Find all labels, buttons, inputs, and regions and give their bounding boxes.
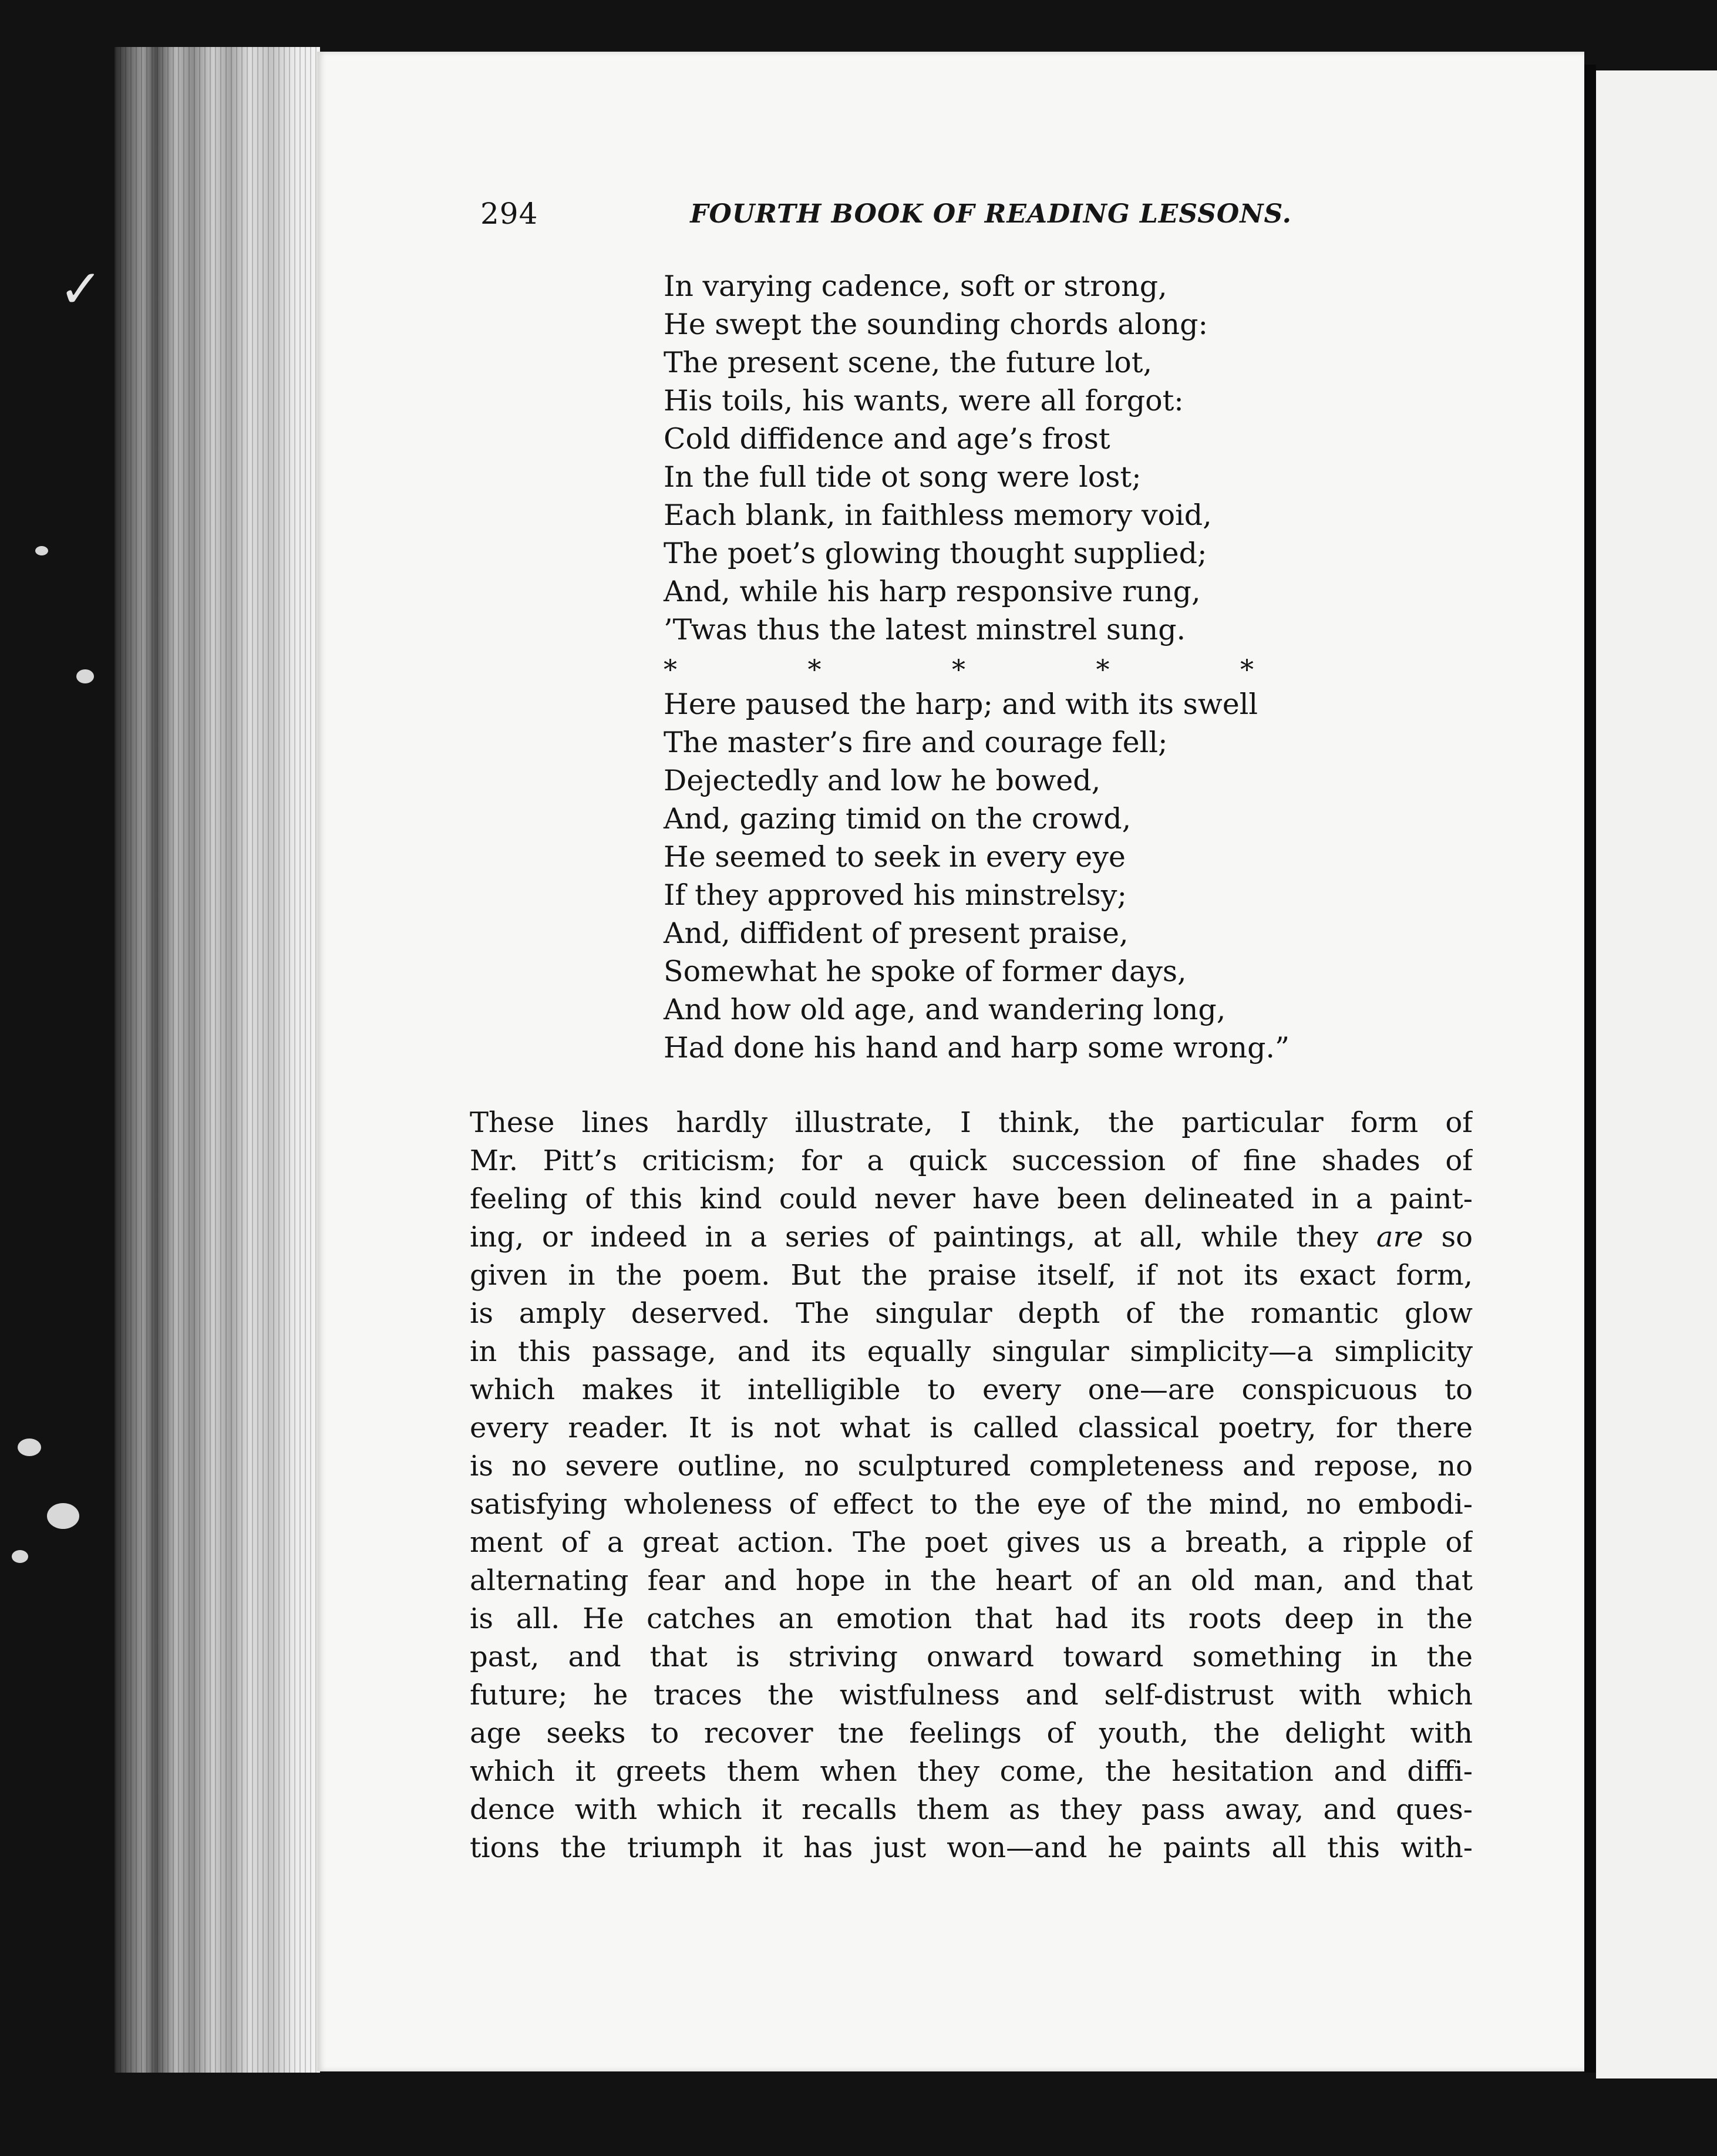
prose-line: is no severe outline, no sculptured completeness and repose, no <box>470 1450 1473 1483</box>
verse-line: The master’s fire and courage fell; <box>664 726 1168 759</box>
verse-line: ’Twas thus the latest minstrel sung. <box>664 613 1186 646</box>
verse-line: He swept the sounding chords along: <box>664 308 1208 341</box>
prose-line: age seeks to recover tne feelings of youth, the delight with <box>470 1717 1473 1750</box>
verse-line: He seemed to seek in every eye <box>664 840 1126 874</box>
section-break-asterisks <box>664 653 1254 683</box>
verse-line: The present scene, the future lot, <box>664 346 1153 379</box>
prose-line <box>470 1218 1473 1256</box>
dust-speck <box>35 546 48 555</box>
prose-text: ing, or indeed in a series of paintings, at all, while they <box>470 1221 1359 1254</box>
prose-line: is all. He catches an emotion that had its roots deep in the <box>470 1602 1473 1635</box>
dust-speck <box>12 1550 28 1563</box>
pencil-check-mark: ✓ <box>59 258 103 320</box>
verse-line: If they approved his minstrelsy; <box>664 878 1127 912</box>
prose-text: so <box>1441 1221 1473 1254</box>
facing-page-strip <box>1596 70 1717 2078</box>
prose-line: is amply deserved. The singular depth of the romantic glow <box>470 1297 1473 1330</box>
running-head <box>480 197 1292 232</box>
prose-line: which it greets them when they come, the hesitation and diffi- <box>470 1755 1473 1788</box>
verse-stanza-second <box>664 685 1290 1067</box>
prose-line: alternating fear and hope in the heart of an old man, and that <box>470 1564 1473 1597</box>
verse-line: Dejectedly and low he bowed, <box>664 764 1101 797</box>
italic-emphasis: are <box>1376 1221 1423 1254</box>
prose-line: which makes it intelligible to every one—are conspicuous to <box>470 1373 1473 1406</box>
verse-line: And, gazing timid on the crowd, <box>664 802 1132 836</box>
prose-line: past, and that is striving onward toward something in the <box>470 1640 1473 1673</box>
prose-line: in this passage, and its equally singular simplicity—a simplicity <box>470 1335 1473 1368</box>
dust-speck <box>76 669 94 683</box>
prose-line: tions the triumph it has just won—and he paints all this with- <box>470 1831 1473 1864</box>
prose-line: every reader. It is not what is called classical poetry, for there <box>470 1411 1473 1444</box>
verse-line: Each blank, in faithless memory void, <box>664 498 1212 532</box>
verse-line: And how old age, and wandering long, <box>664 993 1226 1026</box>
page-number: 294 <box>480 197 538 231</box>
asterisk: * <box>1240 653 1254 685</box>
dust-speck <box>18 1439 41 1456</box>
verse-line: And, diffident of present praise, <box>664 917 1129 950</box>
asterisk: * <box>1096 653 1110 685</box>
prose-line: dence with which it recalls them as they pass away, and ques- <box>470 1793 1473 1826</box>
prose-line: ment of a great action. The poet gives us a breath, a ripple of <box>470 1526 1473 1559</box>
prose-line: satisfying wholeness of effect to the eye of the mind, no embodi- <box>470 1488 1473 1521</box>
verse-line: And, while his harp responsive rung, <box>664 575 1201 608</box>
prose-line: given in the poem. But the praise itself, if not its exact form, <box>470 1259 1473 1292</box>
verse-line: In varying cadence, soft or strong, <box>664 270 1167 303</box>
verse-line: The poet’s glowing thought supplied; <box>664 537 1207 570</box>
page-edges <box>115 47 320 2073</box>
verse-line: Had done his hand and harp some wrong.” <box>664 1031 1290 1064</box>
verse-line: His toils, his wants, were all forgot: <box>664 384 1184 417</box>
verse-line: Somewhat he spoke of former days, <box>664 955 1187 988</box>
verse-stanza-first <box>664 267 1212 649</box>
prose-paragraph <box>470 1104 1473 1867</box>
asterisk: * <box>952 653 965 685</box>
prose-line: Mr. Pitt’s criticism; for a quick succession of fine shades of <box>470 1144 1473 1177</box>
verse-line: In the full tide ot song were lost; <box>664 460 1142 494</box>
asterisk: * <box>664 653 677 685</box>
asterisk: * <box>807 653 822 685</box>
page-gutter <box>1584 65 1596 2073</box>
verse-line: Here paused the harp; and with its swell <box>664 688 1258 721</box>
dust-speck <box>47 1503 79 1529</box>
prose-line: feeling of this kind could never have been delineated in a paint- <box>470 1183 1473 1215</box>
prose-line: These lines hardly illustrate, I think, the particular form of <box>470 1106 1473 1139</box>
prose-line: future; he traces the wistfulness and self-distrust with which <box>470 1679 1473 1712</box>
running-title: FOURTH BOOK OF READING LESSONS. <box>690 199 1292 229</box>
verse-line: Cold diffidence and age’s frost <box>664 422 1110 456</box>
